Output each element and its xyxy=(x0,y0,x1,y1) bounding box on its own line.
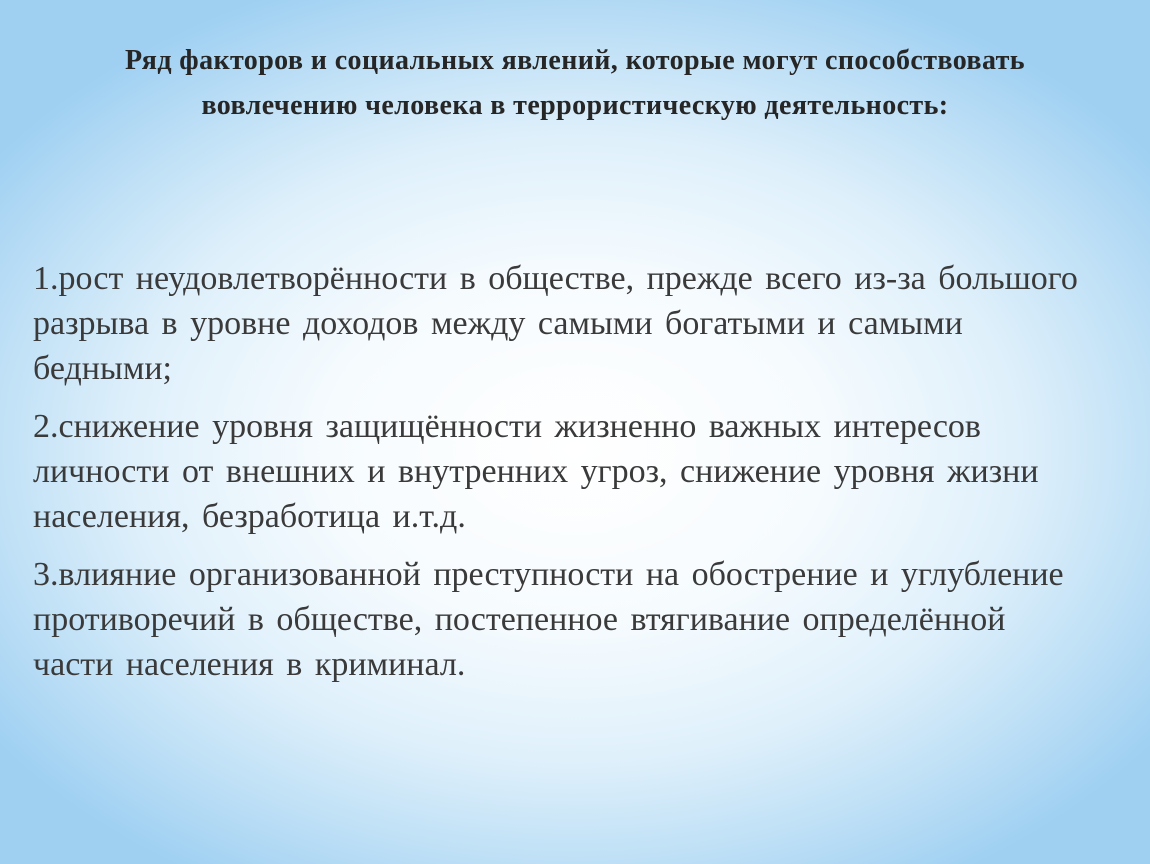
factor-item-3: 3.влияние организованной преступности на обострение и углубление противоречий в обществе, постепенное втягивание определённой части населения в криминал. xyxy=(33,556,1064,683)
slide-title: Ряд факторов и социальных явлений, которые могут способствовать вовлечению человека в террористическую деятельность: xyxy=(125,45,1025,121)
factor-item-1: 1.рост неудовлетворённости в обществе, прежде всего из-за большого разрыва в уровне доходов между самыми богатыми и самыми бедными; xyxy=(33,260,1078,387)
factor-list xyxy=(33,256,1093,700)
factor-item-2: 2.снижение уровня защищённости жизненно важных интересов личности от внешних и внутренних угроз, снижение уровня жизни населения, безработица и.т.д. xyxy=(33,408,1039,535)
